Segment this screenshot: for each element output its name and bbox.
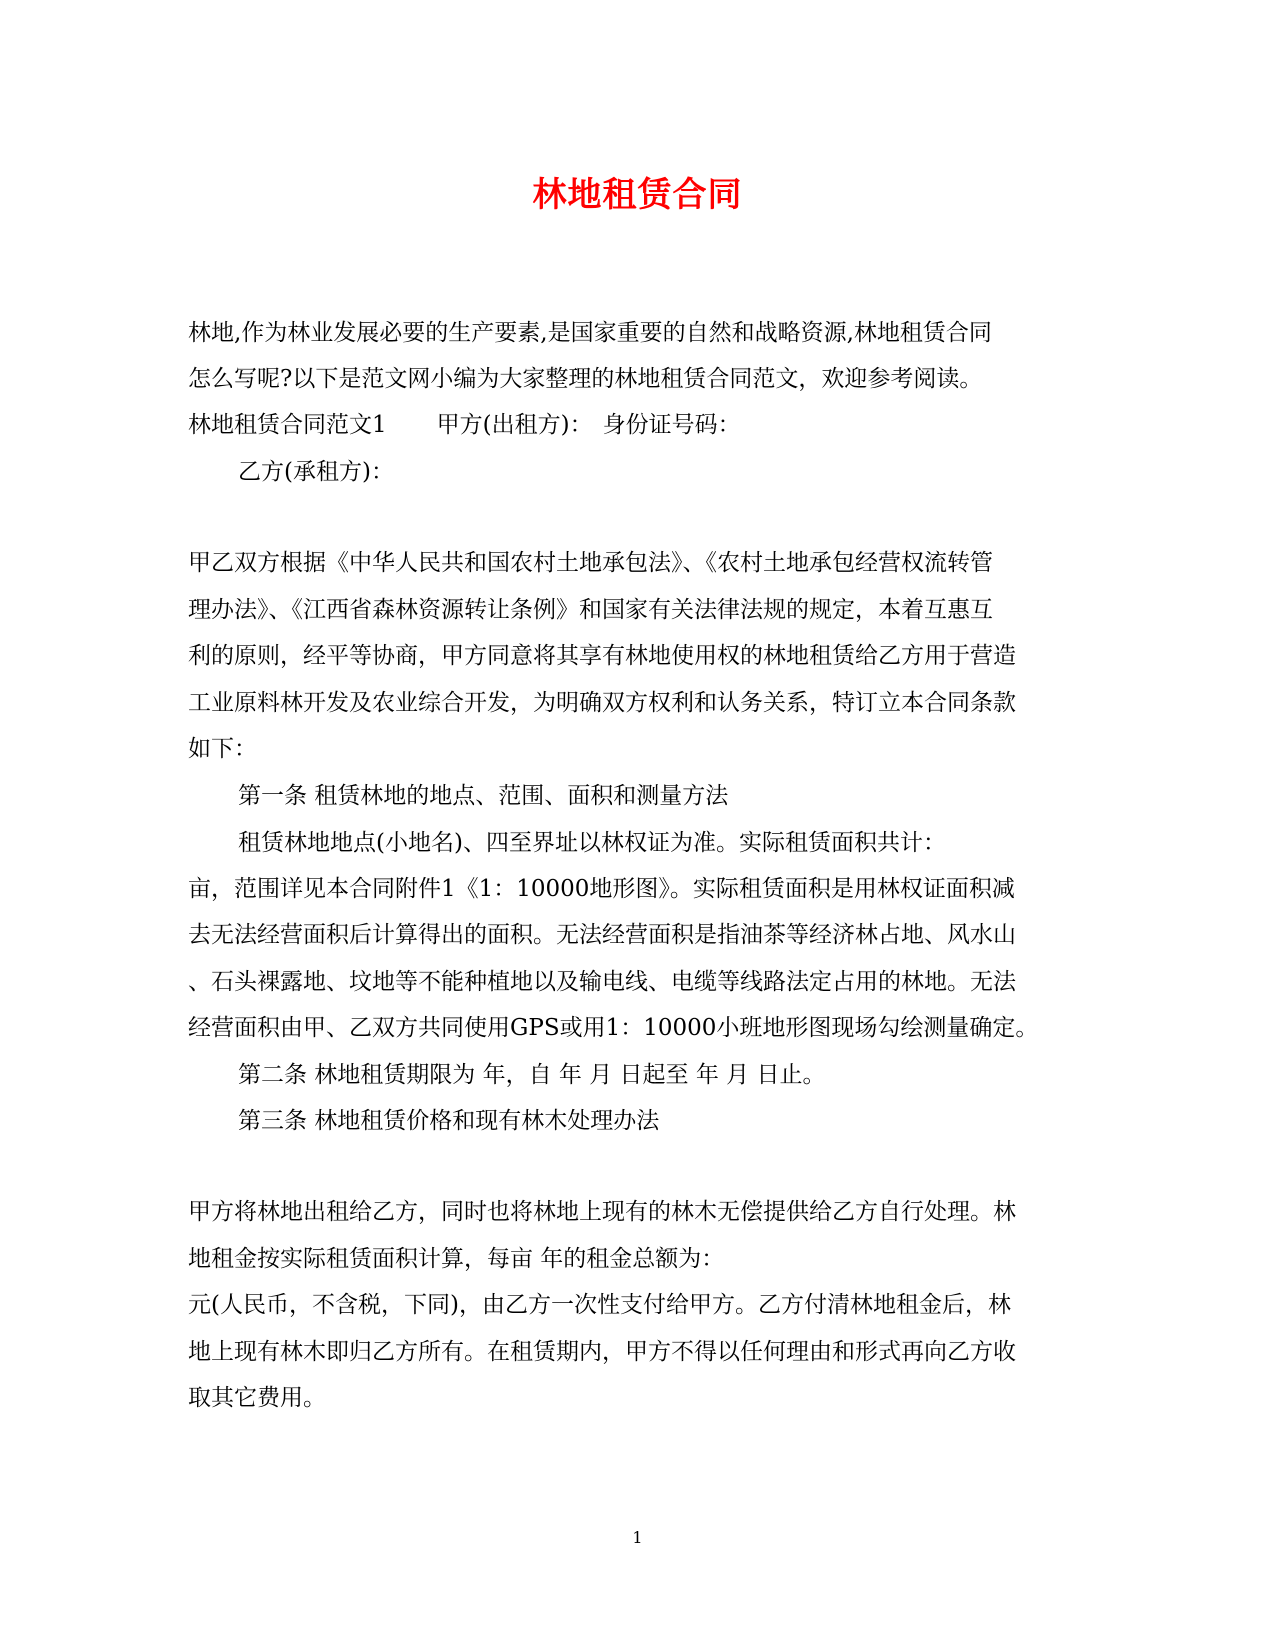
intro-line: 怎么写呢?以下是范文网小编为大家整理的林地租赁合同范文，欢迎参考阅读。	[188, 366, 983, 392]
article-1-line: 、石头裸露地、坟地等不能种植地以及输电线、电缆等线路法定占用的林地。无法	[188, 969, 1016, 995]
article-1-line: 租赁林地地点(小地名)、四至界址以林权证为准。实际租赁面积共计：	[238, 830, 946, 856]
article-3-line: 地租金按实际租赁面积计算，每亩 年的租金总额为：	[188, 1246, 725, 1272]
article-1-line: 亩，范围详见本合同附件1《1：10000地形图》。实际租赁面积是用林权证面积减	[188, 876, 1015, 902]
page-number: 1	[632, 1528, 643, 1547]
sample-heading-line	[188, 408, 741, 442]
article-3-title: 第三条 林地租赁价格和现有林木处理办法	[238, 1108, 660, 1134]
preamble-line: 工业原料林开发及农业综合开发，为明确双方权利和认务关系，特订立本合同条款	[188, 690, 1016, 716]
article-1-title: 第一条 租赁林地的地点、范围、面积和测量方法	[238, 783, 729, 809]
article-1-line: 去无法经营面积后计算得出的面积。无法经营面积是指油茶等经济林占地、风水山	[188, 922, 1016, 948]
preamble-line: 利的原则，经平等协商，甲方同意将其享有林地使用权的林地租赁给乙方用于营造	[188, 643, 1016, 669]
article-3-line: 元(人民币，不含税，下同)，由乙方一次性支付给甲方。乙方付清林地租金后，林	[188, 1292, 1011, 1318]
party-b-label: 乙方(承租方)：	[238, 459, 394, 485]
article-1-line: 经营面积由甲、乙双方共同使用GPS或用1：10000小班地形图现场勾绘测量确定。	[188, 1015, 1039, 1041]
intro-line: 林地,作为林业发展必要的生产要素,是国家重要的自然和战略资源,林地租赁合同	[188, 320, 992, 346]
preamble-line: 甲乙双方根据《中华人民共和国农村土地承包法》、《农村土地承包经营权流转管	[188, 550, 993, 576]
article-3-line: 甲方将林地出租给乙方，同时也将林地上现有的林木无偿提供给乙方自行处理。林	[188, 1199, 1016, 1225]
preamble-line: 如下：	[188, 736, 257, 762]
id-number-label: 身份证号码：	[602, 412, 741, 438]
preamble-line: 理办法》、《江西省森林资源转让条例》和国家有关法律法规的规定，本着互惠互	[188, 597, 993, 623]
document-title: 林地租赁合同	[532, 175, 743, 215]
article-3-line: 取其它费用。	[188, 1385, 326, 1411]
article-3-line: 地上现有林木即归乙方所有。在租赁期内，甲方不得以任何理由和形式再向乙方收	[188, 1339, 1016, 1365]
article-2: 第二条 林地租赁期限为 年，自 年 月 日起至 年 月 日止。	[238, 1062, 826, 1088]
party-a-label: 甲方(出租方)：	[436, 412, 593, 438]
sample-heading: 林地租赁合同范文1	[188, 412, 387, 438]
